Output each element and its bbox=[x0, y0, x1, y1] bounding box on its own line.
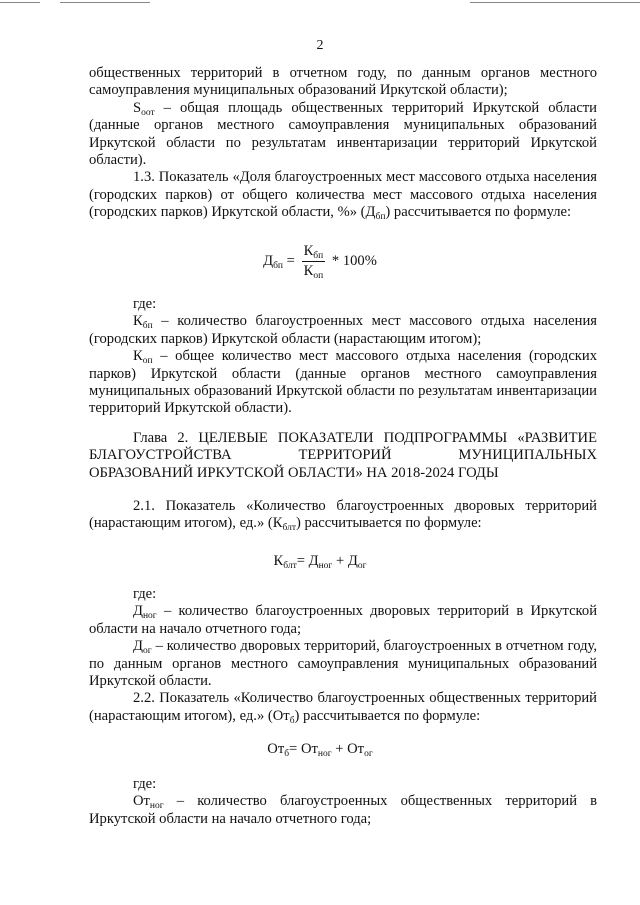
where-label: где: bbox=[133, 586, 157, 602]
paragraph: 1.3. Показатель «Доля благоустроенных мест массового отдыха населения (городских парков) от общего количества мест массового отдыха населения (городских парков) Иркутской области, %» $(Д_{бп})$ рассчитывается по формуле: bbox=[89, 169, 597, 223]
definition: $От_{ног}$ – количество благоустроенных общественных территорий в Иркутской области на начало отчетного года; bbox=[89, 793, 598, 827]
section-1-text bbox=[89, 65, 597, 222]
var-d-og: $Д_{ог}$ bbox=[347, 553, 367, 571]
var-d-nog: $Д_{ног}$ bbox=[133, 603, 157, 622]
var-k-blt: $К_{блт}$ bbox=[272, 515, 296, 534]
definition: $К_{бп}$ – количество благоустроенных мест массового отдыха населения (городских парков) Иркутской области (нарастающим итогом); bbox=[89, 313, 597, 347]
var-ot-nog: $От_{ног}$ bbox=[133, 793, 164, 812]
paragraph-2-1 bbox=[89, 498, 597, 533]
var-d-bp: $Д_{бп}$ bbox=[365, 204, 386, 223]
formula-k-blt: $К_{блт}= Д_{ног} + Д_{ог}$ bbox=[273, 553, 367, 571]
paragraph: общественных территорий в отчетном году, по данным органов местного самоуправления муниципальных образований Иркутской области); bbox=[89, 65, 597, 99]
definitions-2-1 bbox=[89, 586, 597, 725]
chapter-heading: Глава 2. ЦЕЛЕВЫЕ ПОКАЗАТЕЛИ ПОДПРОГРАММЫ «РАЗВИТИЕ БЛАГОУСТРОЙСТВА ТЕРРИТОРИЙ МУНИЦИПАЛЬНЫХ ОБРАЗОВАНИЙ ИРКУТСКОЙ ОБЛАСТИ» НА 2018-2024 ГОДЫ bbox=[89, 430, 597, 481]
definition: $Д_{ног}$ – количество благоустроенных дворовых территорий в Иркутской области на начало отчетного года; bbox=[89, 603, 597, 637]
definitions-1 bbox=[89, 296, 597, 418]
var-d-bp: $Д_{бп}$ bbox=[263, 252, 284, 271]
formula-ot-b: $От_б= От_{ног} + От_{ог}$ bbox=[267, 741, 373, 759]
var-k-bp: $К_{бп}$ bbox=[133, 313, 153, 332]
paragraph: 2.1. Показатель «Количество благоустроенных дворовых территорий (нарастающим итогом), ед.» $(К_{блт})$ рассчитывается по формуле: bbox=[89, 498, 597, 534]
definitions-2-2 bbox=[89, 776, 597, 828]
scan-edge-line bbox=[60, 2, 150, 3]
scan-edge-line bbox=[0, 2, 40, 3]
scan-edge-line bbox=[470, 2, 640, 3]
var-ot-og: $От_{ог}$ bbox=[347, 741, 373, 759]
var-ot-b: $От_б$ bbox=[267, 741, 290, 759]
var-k-blt: $К_{блт}$ bbox=[273, 553, 297, 571]
numerator: $К_{бп}$ bbox=[303, 243, 324, 261]
paragraph: $S_{оот}$ – общая площадь общественных территорий Иркутской области (данные органов местного самоуправления муниципальных образований Иркутской области по результатам инвентаризации территорий Иркутской области). bbox=[89, 99, 597, 169]
definition: $Д_{ог}$ – количество дворовых территорий, благоустроенных в отчетном году, по данным органов местного самоуправления муниципальных образований Иркутской области. bbox=[89, 638, 597, 690]
paragraph-2-2: 2.2. Показатель «Количество благоустроенных общественных территорий (нарастающим итогом), ед.» $(От_б)$ рассчитывается по формуле: bbox=[89, 690, 597, 726]
var-d-nog: $Д_{ног}$ bbox=[308, 553, 333, 571]
where-label: где: bbox=[133, 296, 157, 312]
definition: $К_{оп}$ – общее количество мест массового отдыха населения (городских парков) Иркутской области (данные органов местного самоуправления муниципальных образований Иркутской области по результатам инвентаризации территорий Иркутской области). bbox=[89, 348, 597, 417]
var-d-og: $Д_{ог}$ bbox=[133, 638, 152, 657]
var-ot-nog: $От_{ног}$ bbox=[300, 741, 332, 759]
fraction bbox=[302, 243, 326, 280]
denominator: $К_{оп}$ bbox=[303, 263, 324, 281]
where-label: где: bbox=[133, 776, 157, 792]
formula-d-bp: $Д_{бп}$ = $\frac{К_{бп}}{К_{оп}}$ * 100% bbox=[263, 243, 377, 281]
page-number: 2 bbox=[316, 38, 324, 53]
var-ot-b: $От_б$ bbox=[272, 707, 295, 726]
var-k-op: $К_{оп}$ bbox=[133, 348, 153, 367]
var-s-oot: $S_{оот}$ bbox=[133, 99, 155, 118]
